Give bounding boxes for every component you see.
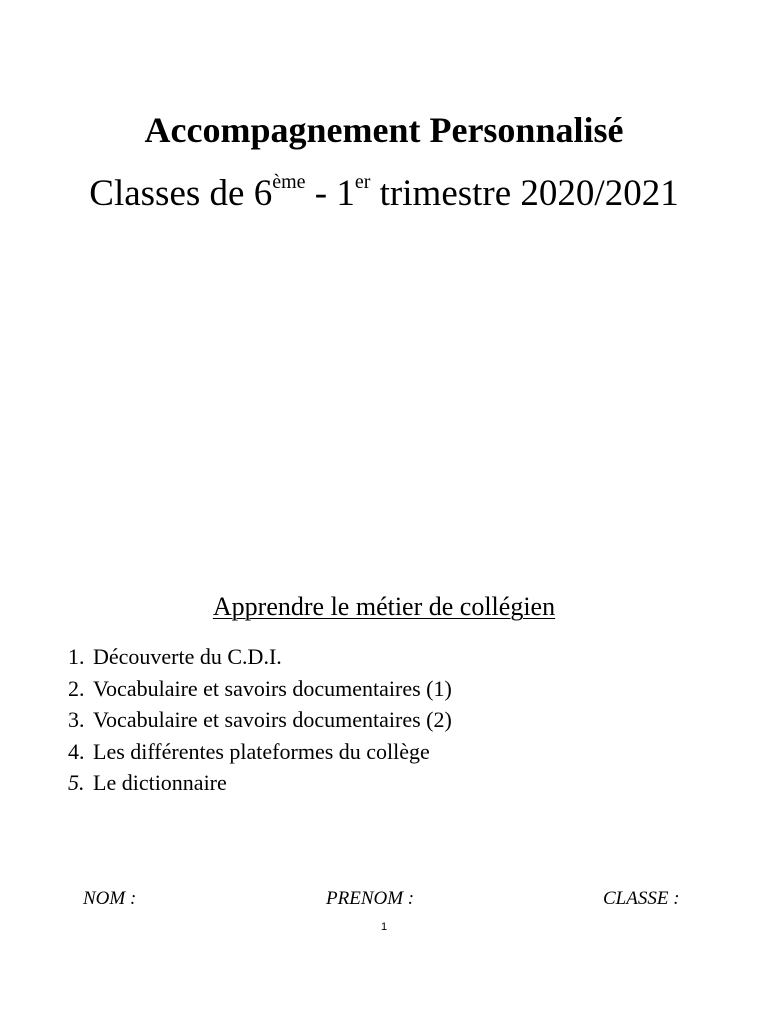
list-item-label: Découverte du C.D.I. xyxy=(93,644,282,669)
section-heading xyxy=(0,590,768,624)
nom-field-label: NOM : xyxy=(83,888,137,909)
list-item-label: Vocabulaire et savoirs documentaires (1) xyxy=(93,675,452,701)
list-item xyxy=(68,736,452,768)
subtitle-superscript-eme: ème xyxy=(272,170,306,193)
prenom-field-label: PRENOM : xyxy=(326,888,415,909)
list-item-label: Le dictionnaire xyxy=(93,770,227,795)
list-item-number: 4. xyxy=(68,738,85,764)
document-title: Accompagnement Personnalisé xyxy=(144,110,624,150)
list-item-number: 1. xyxy=(68,644,85,669)
list-item xyxy=(68,767,452,799)
list-item-label: Les différentes plateformes du collège xyxy=(93,738,430,764)
subtitle-dash-first: - 1 xyxy=(305,173,355,214)
list-item xyxy=(68,704,452,736)
list-item-number: 5. xyxy=(68,770,85,795)
list-item xyxy=(68,641,452,673)
subtitle-trimester: trimestre 2020/2021 xyxy=(370,173,679,214)
page-number: 1 xyxy=(380,921,388,933)
document-subtitle xyxy=(0,170,768,218)
subtitle-superscript-er: er xyxy=(354,170,371,193)
classe-field-label: CLASSE : xyxy=(603,888,680,909)
section-heading-text: Apprendre le métier de collégien xyxy=(212,592,556,621)
list-item xyxy=(68,673,452,705)
subtitle-classes: Classes de 6 xyxy=(89,173,273,214)
list-item-number: 3. xyxy=(68,707,85,732)
list-item-number: 2. xyxy=(68,675,85,701)
topics-list xyxy=(68,641,452,799)
list-item-label: Vocabulaire et savoirs documentaires (2) xyxy=(93,707,452,732)
